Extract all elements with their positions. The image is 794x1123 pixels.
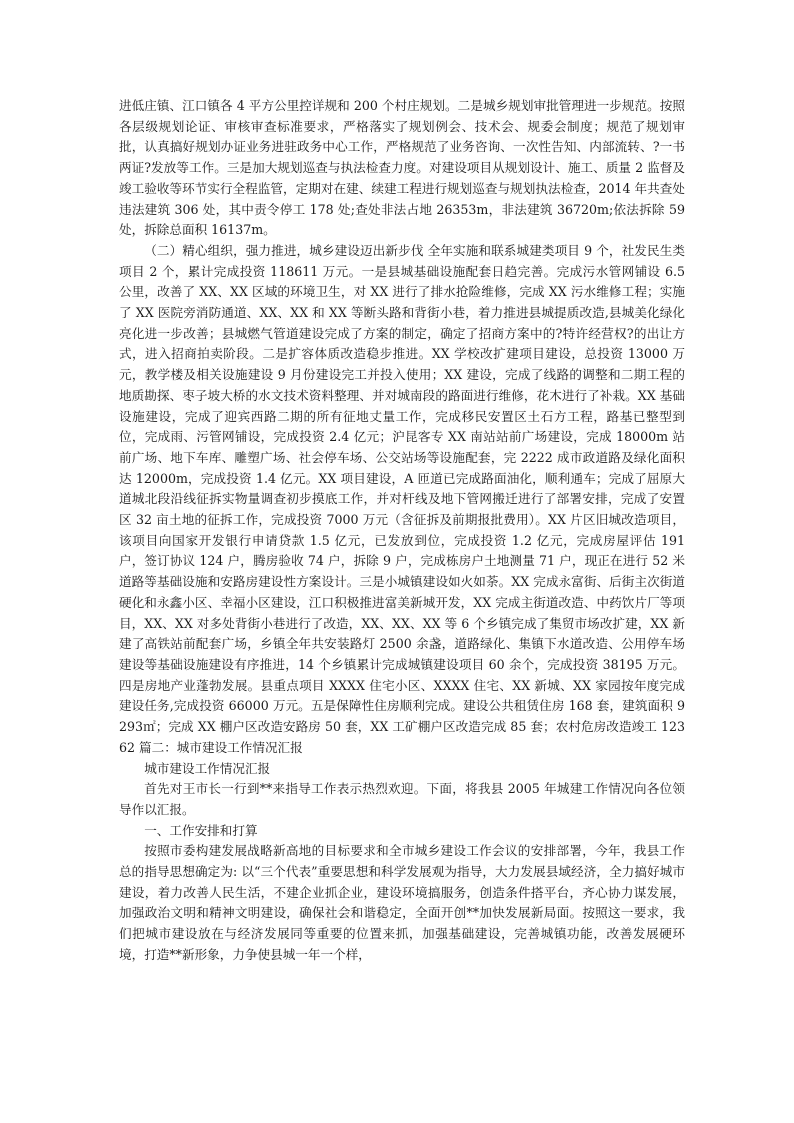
document-page: [119, 96, 685, 966]
paragraph-guiding-thought: 按照市委构建发展战略新高地的目标要求和全市城乡建设工作会议的安排部署，今年，我县工作总的指导思想确定为: 以“三个代表”重要思想和科学发展观为指导，大力发展县域经济，全力搞好城市建设，着力改善人民生活，不建企业抓企业，建设环境搞服务，创造条件搭平台，齐心协力谋发展，加强政治文明和精神文明建设，确保社会和谐稳定，全面开创**加快发展新局面。按照这一要求，我们把城市建设放在与经济发展同等重要的位置来抓，加强基础建设，完善城镇功能，改善发展硬环境，打造**新形象，力争使县城一年一个样，: [119, 843, 685, 962]
report-title: 城市建设工作情况汇报: [144, 760, 271, 776]
paragraph-planning-approval: 进低庄镇、江口镇各 4 平方公里控详规和 200 个村庄规划。二是城乡规划审批管理进一步规范。按照各层级规划论证、审核审查标准要求，严格落实了规划例会、技术会、规委会制度；规范了规划审批，认真搞好规划办证业务进驻政务中心工作，严格规范了业务咨询、一次性告知、内部流转、?一书两证?发放等工作。三是加大规划巡查与执法检查力度。对建设项目从规划设计、施工、质量 2 监督及竣工验收等环节实行全程监管，定期对在建、续建工程进行规划巡查与规划执法检查，2014 年共查处违法建筑 306 处，其中责令停工 178 处;查处非法占地 26353m，非法建筑 36720m;依法拆除 59 处，拆除总面积 16137m。: [119, 98, 685, 238]
section-heading-work-plan: 一、工作安排和打算: [144, 822, 258, 838]
paragraph-greeting: 首先对王市长一行到**来指导工作表示热烈欢迎。下面，将我县 2005 年城建工作情况向各位领导作以汇报。: [119, 781, 685, 817]
paragraph-urban-construction: （二）精心组织，强力推进，城乡建设迈出新步伐 全年实施和联系城建类项目 9 个，社发民生类项目 2 个，累计完成投资 118611 万元。一是县城基础设施配套日趋完善。完成污水管网铺设 6.5 公里，改善了 XX、XX 区域的环境卫生，对 XX 进行了排水抢险维修，完成 XX 污水维修工程；实施了 XX 医院旁消防通道、XX、XX 和 XX 等断头路和背街小巷，着力推进县城提质改造,县城美化绿化亮化进一步改善；县城燃气管道建设完成了方案的制定，确定了招商方案中的?特许经营权?的出让方式，进入招商拍卖阶段。二是扩容体质改造稳步推进。XX 学校改扩建项目建设，总投资 13000 万元，教学楼及相关设施建设 9 月份建设完工并投入使用；XX 建设，完成了线路的调整和二期工程的地质勘探、枣子坡大桥的水文技术资料整理、并对城南段的路面进行维修，花木进行了补栽。XX 基础设施建设，完成了迎宾西路二期的所有征地丈量工作，完成移民安置区土石方工程，路基已整型到位，完成雨、污管网铺设，完成投资 2.4 亿元；沪昆客专 XX 南站站前广场建设，完成 18000m 站前广场、地下车库、雕塑广场、社会停车场、公交站场等设施配套，完 2222 成市政道路及绿化面积达 12000m，完成投资 1.4 亿元。XX 项目建设，A 匝道已完成路面油化，顺利通车；完成了屈原大道城北段沿线征拆实物量调查初步摸底工作，并对杆线及地下管网搬迁进行了部署安排，完成了安置区 32 亩土地的征拆工作，完成投资 7000 万元（含征拆及前期报批费用）。XX 片区旧城改造项目，该项目向国家开发银行申请贷款 1.5 亿元，已发放到位，完成投资 1.2 亿元，完成房屋评估 191 户，签订协议 124 户，腾房验收 74 户，拆除 9 户，完成栋房户土地测量 71 户，现正在进行 52 米道路等基础设施和安路房建设性方案设计。三是小城镇建设如火如荼。XX 完成永富街、后街主次街道硬化和永鑫小区、幸福小区建设，江口积极推进富美新城开发，XX 完成主街道改造、中药饮片厂等项目，XX、XX 对多处背街小巷进行了改造，XX、XX、XX 等 6 个乡镇完成了集贸市场改扩建，XX 新建了高铁站前配套广场，乡镇全年共安装路灯 2500 余盏，道路绿化、集镇下水道改造、公用停车场建设等基础设施建设有序推进，14 个乡镇累计完成城镇建设项目 60 余个，完成投资 38195 万元。四是房地产业蓬勃发展。县重点项目 XXXX 住宅小区、XXXX 住宅、XX 新城、XX 家园按年度完成建设任务,完成投资 66000 万元。五是保障性住房顺利完成。建设公共租赁住房 168 套，建筑面积 9293㎡；完成 XX 棚户区改造安路房 50 套，XX 工矿棚户区改造完成 85 套；农村危房改造竣工 12362 篇二：城市建设工作情况汇报: [119, 242, 685, 755]
